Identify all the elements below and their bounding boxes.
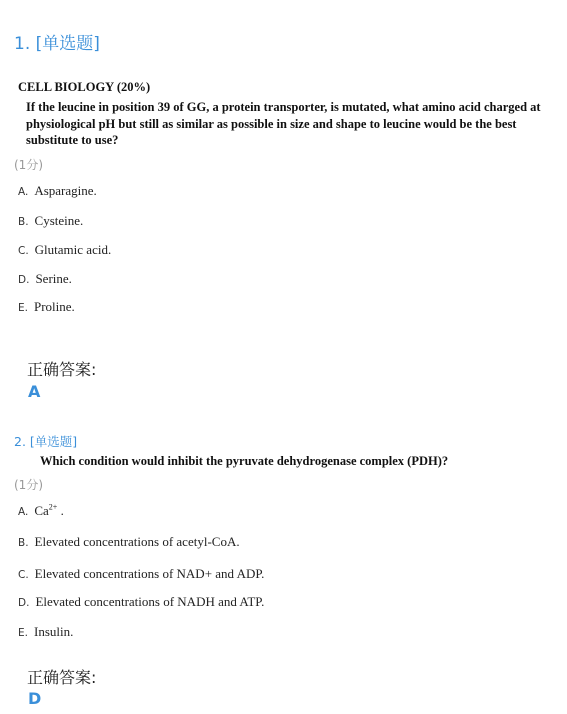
question-1-option-d[interactable]: [18, 271, 72, 287]
question-2-number: 2. [单选题]: [14, 434, 78, 449]
option-text: Glutamic acid.: [34, 242, 112, 257]
option-letter: B.: [18, 216, 29, 228]
option-tail: .: [57, 503, 64, 518]
option-text: Elevated concentrations of NAD+ and ADP.: [34, 566, 265, 581]
question-2-option-a[interactable]: [18, 503, 64, 519]
question-2-option-c[interactable]: [18, 566, 264, 582]
question-2-stem: Which condition would inhibit the pyruvate dehydrogenase complex (PDH)?: [40, 454, 449, 468]
option-text: Proline.: [33, 299, 75, 314]
option-letter: C.: [18, 569, 29, 581]
question-1-stem: If the leucine in position 39 of GG, a protein transporter, is mutated, what amino acid charged at physiological pH but still as similar as possible in size and shape to leucine would be the best substitute to use?: [26, 100, 541, 147]
question-2-option-e[interactable]: [18, 624, 73, 640]
option-letter: E.: [18, 302, 28, 314]
option-letter: D.: [18, 597, 30, 609]
question-2-answer-label: 正确答案:: [27, 668, 97, 687]
question-1-answer-label: 正确答案:: [27, 360, 97, 379]
option-text: Asparagine.: [34, 183, 97, 198]
option-letter: A.: [18, 506, 29, 518]
section-title: CELL BIOLOGY (20%): [18, 80, 151, 94]
option-text: Elevated concentrations of NADH and ATP.: [35, 594, 265, 609]
option-text: Elevated concentrations of acetyl-CoA.: [34, 534, 240, 549]
question-2-option-b[interactable]: [18, 534, 240, 550]
option-text: Cysteine.: [34, 213, 84, 228]
question-1-option-a[interactable]: [18, 183, 97, 199]
question-2-score: (1分): [14, 478, 43, 492]
option-text: [34, 503, 63, 518]
question-2-option-d[interactable]: [18, 594, 264, 610]
question-1-option-e[interactable]: [18, 299, 75, 315]
question-1-answer: A: [28, 382, 41, 401]
option-letter: C.: [18, 245, 29, 257]
question-2-answer: D: [28, 689, 42, 708]
calcium-symbol: Ca: [34, 503, 49, 518]
question-1-score: (1分): [14, 158, 43, 172]
option-letter: E.: [18, 627, 28, 639]
option-letter: D.: [18, 274, 30, 286]
option-text: Serine.: [35, 271, 72, 286]
question-1-option-c[interactable]: [18, 242, 111, 258]
option-text: Insulin.: [33, 624, 74, 639]
option-letter: B.: [18, 537, 29, 549]
option-letter: A.: [18, 186, 29, 198]
question-1-option-b[interactable]: [18, 213, 83, 229]
question-1-number: 1. [单选题]: [14, 34, 100, 54]
calcium-charge: 2+: [48, 502, 58, 512]
